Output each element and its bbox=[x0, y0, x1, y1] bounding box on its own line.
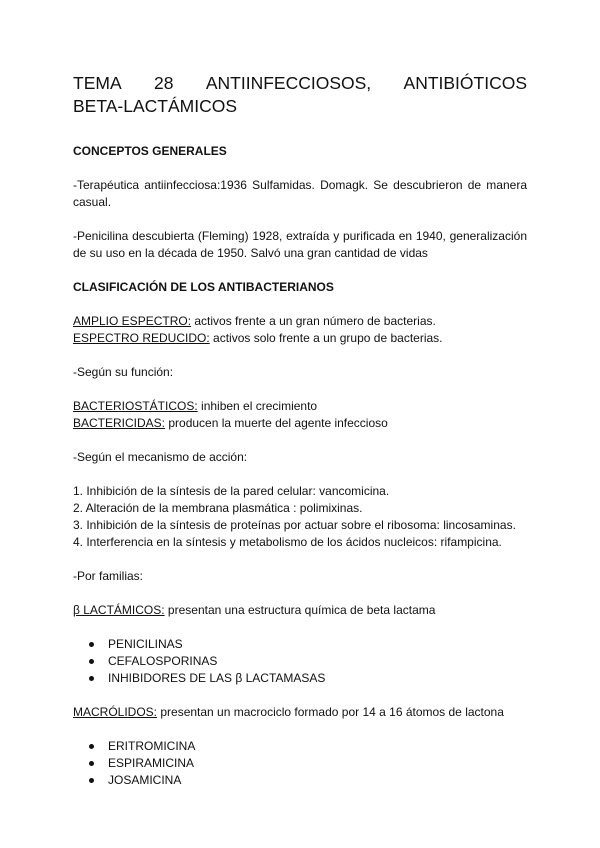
term-amplio-espectro: AMPLIO ESPECTRO: bbox=[73, 314, 192, 328]
desc-espectro-reducido: activos solo frente a un grupo de bacterias. bbox=[209, 331, 443, 345]
mecanismo-item: 1. Inhibición de la síntesis de la pared celular: vancomicina. bbox=[73, 484, 390, 498]
funcion-bactericidas bbox=[73, 415, 527, 432]
bullet-icon bbox=[89, 659, 94, 664]
macrolidos-list bbox=[73, 738, 527, 789]
funcion-intro: -Según su función: bbox=[73, 365, 174, 379]
espectro-block bbox=[73, 313, 527, 347]
list-item bbox=[89, 670, 527, 687]
familias-intro: -Por familias: bbox=[73, 569, 144, 583]
desc-amplio-espectro: activos frente a un gran número de bacterias. bbox=[191, 314, 436, 328]
betalactamicos-list bbox=[73, 636, 527, 687]
bullet-icon bbox=[89, 761, 94, 766]
mecanismo-item: 4. Interferencia en la síntesis y metabolismo de los ácidos nucleicos: rifampicina. bbox=[73, 535, 502, 549]
list-item bbox=[89, 636, 527, 653]
bullet-icon bbox=[89, 778, 94, 783]
paragraph-terapeutica: -Terapéutica antiinfecciosa:1936 Sulfamidas. Domagk. Se descubrieron de manera casual. bbox=[73, 178, 527, 209]
funcion-block bbox=[73, 398, 527, 432]
term-betalactamicos: β LACTÁMICOS: bbox=[73, 603, 165, 617]
paragraph-penicilina: -Penicilina descubierta (Fleming) 1928, extraída y purificada en 1940, generalización de su uso en la década de 1950. Salvó una gran cantidad de vidas bbox=[73, 229, 527, 260]
title-word-1: TEMA bbox=[73, 73, 122, 93]
bullet-icon bbox=[89, 676, 94, 681]
list-item bbox=[89, 755, 527, 772]
desc-betalactamicos: presentan una estructura química de beta lactama bbox=[164, 603, 436, 617]
espectro-reducido bbox=[73, 330, 527, 347]
list-item bbox=[89, 738, 527, 755]
term-bacteriostaticos: BACTERIOSTÁTICOS: bbox=[73, 399, 198, 413]
mecanismo-item: 2. Alteración de la membrana plasmática : polimixinas. bbox=[73, 501, 363, 515]
document-content bbox=[73, 72, 527, 806]
title-line-2: BETA-LACTÁMICOS bbox=[73, 96, 238, 116]
list-item-label: ERITROMICINA bbox=[108, 739, 196, 753]
list-item bbox=[89, 653, 527, 670]
list-item-label: PENICILINAS bbox=[108, 637, 183, 651]
bullet-icon bbox=[89, 744, 94, 749]
macrolidos-line bbox=[73, 704, 527, 721]
mecanismo-intro: -Según el mecanismo de acción: bbox=[73, 450, 248, 464]
section-heading-clasificacion: CLASIFICACIÓN DE LOS ANTIBACTERIANOS bbox=[73, 280, 334, 294]
mecanismo-item: 3. Inhibición de la síntesis de proteínas por actuar sobre el ribosoma: lincosaminas. bbox=[73, 518, 516, 532]
funcion-bacteriostaticos bbox=[73, 398, 527, 415]
list-item-label: JOSAMICINA bbox=[108, 773, 182, 787]
term-macrolidos: MACRÓLIDOS: bbox=[73, 705, 158, 719]
list-item-label: INHIBIDORES DE LAS β LACTAMASAS bbox=[108, 671, 326, 685]
section-heading-conceptos: CONCEPTOS GENERALES bbox=[73, 144, 227, 158]
list-item bbox=[89, 772, 527, 789]
list-item-label: ESPIRAMICINA bbox=[108, 756, 195, 770]
desc-bacteriostaticos: inhiben el crecimiento bbox=[197, 399, 318, 413]
desc-bactericidas: producen la muerte del agente infeccioso bbox=[165, 416, 388, 430]
mecanismo-list bbox=[73, 483, 527, 551]
betalactamicos-line bbox=[73, 602, 527, 619]
desc-macrolidos: presentan un macrociclo formado por 14 a 16 átomos de lactona bbox=[157, 705, 504, 719]
bullet-icon bbox=[89, 642, 94, 647]
title-word-4: ANTIBIÓTICOS bbox=[403, 73, 527, 93]
term-bactericidas: BACTERICIDAS: bbox=[73, 416, 166, 430]
term-espectro-reducido: ESPECTRO REDUCIDO: bbox=[73, 331, 210, 345]
title-word-3: ANTIINFECCIOSOS, bbox=[205, 73, 372, 93]
espectro-amplio bbox=[73, 313, 527, 330]
page-title bbox=[73, 72, 527, 118]
list-item-label: CEFALOSPORINAS bbox=[108, 654, 218, 668]
title-word-2: 28 bbox=[154, 73, 174, 93]
title-line-1 bbox=[73, 72, 527, 95]
